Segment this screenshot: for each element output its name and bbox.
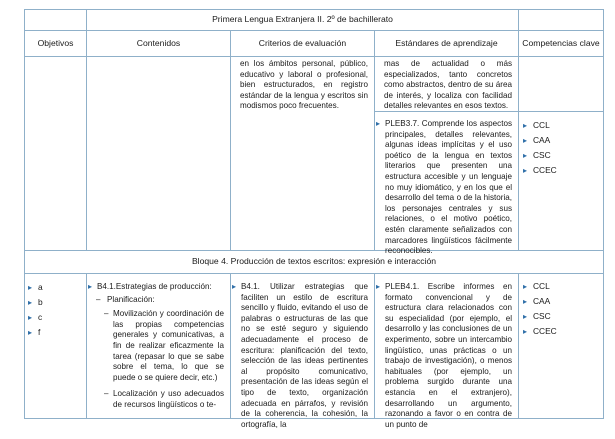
bullet-icon: ▸: [232, 282, 237, 291]
contenido-sub: Planificación:: [107, 294, 155, 304]
header-estandares: Estándares de aprendizaje: [395, 37, 498, 48]
objetivo-label: c: [38, 312, 43, 322]
bullet-icon: ▸: [523, 312, 528, 321]
block4-contenidos: [87, 282, 224, 411]
block4-competencias: [521, 279, 601, 339]
bullet-icon: ▸: [523, 121, 528, 130]
list-item: [87, 295, 224, 306]
bullet-icon: ▸: [376, 119, 381, 128]
list-item: [521, 309, 601, 324]
contenido-item: Movilización y coordinación de las propias competencias generales y comunicativas, a fin de realizar eficazmente la tarea (repasar lo que se sabe sobre el tema, lo que se puede o se quiere decir, etc.): [113, 309, 224, 382]
col-divider-1: [86, 30, 87, 251]
header-objetivos: Objetivos: [37, 37, 74, 48]
contenido-title: B4.1.Estrategias de producción:: [97, 282, 212, 291]
bullet-icon: ▸: [523, 166, 528, 175]
bullet-icon: ▸: [523, 136, 528, 145]
list-item: [521, 148, 601, 163]
block4-estandares: [375, 282, 512, 430]
header-criterios: Criterios de evaluación: [258, 37, 347, 48]
right-border: [603, 9, 604, 419]
table-title: Primera Lengua Extranjera II. 2º de bachillerato: [212, 14, 393, 25]
list-item: [521, 279, 601, 294]
list-item: [375, 119, 512, 257]
list-item: [26, 280, 84, 295]
competencia-label: CCL: [533, 120, 550, 130]
row2-competencias: [521, 118, 601, 178]
list-item: [26, 295, 84, 310]
list-item: [521, 133, 601, 148]
objetivo-label: a: [38, 282, 43, 292]
bullet-icon: ▸: [523, 297, 528, 306]
bullet-icon: ▸: [523, 282, 528, 291]
objetivo-label: f: [38, 327, 41, 337]
col-divider-4b: [518, 273, 519, 419]
bullet-icon: ▸: [376, 282, 381, 291]
list-item: [87, 389, 224, 410]
competencia-label: CCL: [533, 281, 550, 291]
list-item: [26, 325, 84, 340]
competencia-label: CCEC: [533, 326, 557, 336]
list-item: [87, 282, 224, 293]
competencia-label: CSC: [533, 150, 551, 160]
bullet-icon: ▸: [523, 151, 528, 160]
list-item: [231, 282, 368, 430]
dash-icon: –: [104, 309, 109, 319]
list-item: [521, 324, 601, 339]
header-row-bottom: [24, 56, 604, 57]
estandar-text: PLEB4.1. Escribe informes en formato convencional y de estructura clara relacionados con su especialidad (por ejemplo, el desarrollo y las conclusiones de un experimento, sobre un intercambio lingüístico, unas prácticas o un trabajo de investigación), o menos habituales (por ejemplo, un problema surgido durante una estancia en el extranjero), desarrollando un argumento, razonando a favor o en contra de un punto de: [385, 282, 512, 429]
dash-icon: –: [104, 389, 109, 399]
contenido-item: Localización y uso adecuados de recursos lingüísticos o te-: [113, 389, 224, 409]
bullet-icon: ▸: [523, 327, 528, 336]
block4-title-bottom: [24, 273, 604, 274]
block4-objetivos: [26, 280, 84, 340]
estandar-text: PLEB3.7. Comprende los aspectos principales, detalles relevantes, algunas ideas implícitas y el uso poético de la lengua en textos literarios que presenten una estructura accesible y un lenguaje no muy idiomático, y en los que el desarrollo del tema o de la historia, los personajes centrales y sus relaciones, o el motivo poético, estén claramente señalizados con marcadores lingüísticos fácilmente reconocibles.: [385, 119, 512, 256]
list-item: [375, 282, 512, 430]
row1-estandares: [384, 59, 512, 112]
criterio-text: B4.1. Utilizar estrategias que faciliten un estilo de escritura sencillo y fluido, evitando el uso de palabras o estructuras de las que no se esté seguro y siguiendo adecuadamente el proceso de escritura: planificación del texto, selección de las ideas pertinentes al propósito comunicativo, presentación de las ideas según el tipo de texto, organización adecuada en párrafos, y revisión de la coherencia, la cohesión, la ortografía, la: [241, 282, 368, 429]
block4-title: Bloque 4. Producción de textos escritos: expresión e interacción: [191, 256, 437, 267]
left-border: [24, 9, 25, 419]
bullet-icon: ▸: [28, 298, 33, 307]
list-item: [521, 163, 601, 178]
bullet-icon: ▸: [28, 313, 33, 322]
competencia-label: CAA: [533, 296, 551, 306]
dash-icon: –: [96, 294, 101, 304]
estandares-text: mas de actualidad o más especializados, tanto concretos como abstractos, dentro de su área de interés, y localiza con facilidad detalles relevantes en esos textos.: [384, 59, 512, 111]
bullet-icon: ▸: [88, 282, 93, 291]
objetivo-label: b: [38, 297, 43, 307]
list-item: [87, 309, 224, 383]
list-item: [521, 118, 601, 133]
row2-estandar: [375, 119, 512, 257]
competencia-label: CAA: [533, 135, 551, 145]
col-divider-2: [230, 30, 231, 251]
competencia-label: CSC: [533, 311, 551, 321]
bullet-icon: ▸: [28, 328, 33, 337]
header-competencias: Competencias clave: [522, 37, 600, 48]
competencia-label: CCEC: [533, 165, 557, 175]
list-item: [26, 310, 84, 325]
list-item: [521, 294, 601, 309]
row1-criterios: [240, 59, 368, 112]
bullet-icon: ▸: [28, 283, 33, 292]
block4-criterios: [231, 282, 368, 430]
criterios-text: en los ámbitos personal, público, educativo y laboral o profesional, bien estructurados, en registro estándar de la lengua y escritos sin modismos poco frecuentes.: [240, 59, 368, 111]
header-contenidos: Contenidos: [136, 37, 181, 48]
